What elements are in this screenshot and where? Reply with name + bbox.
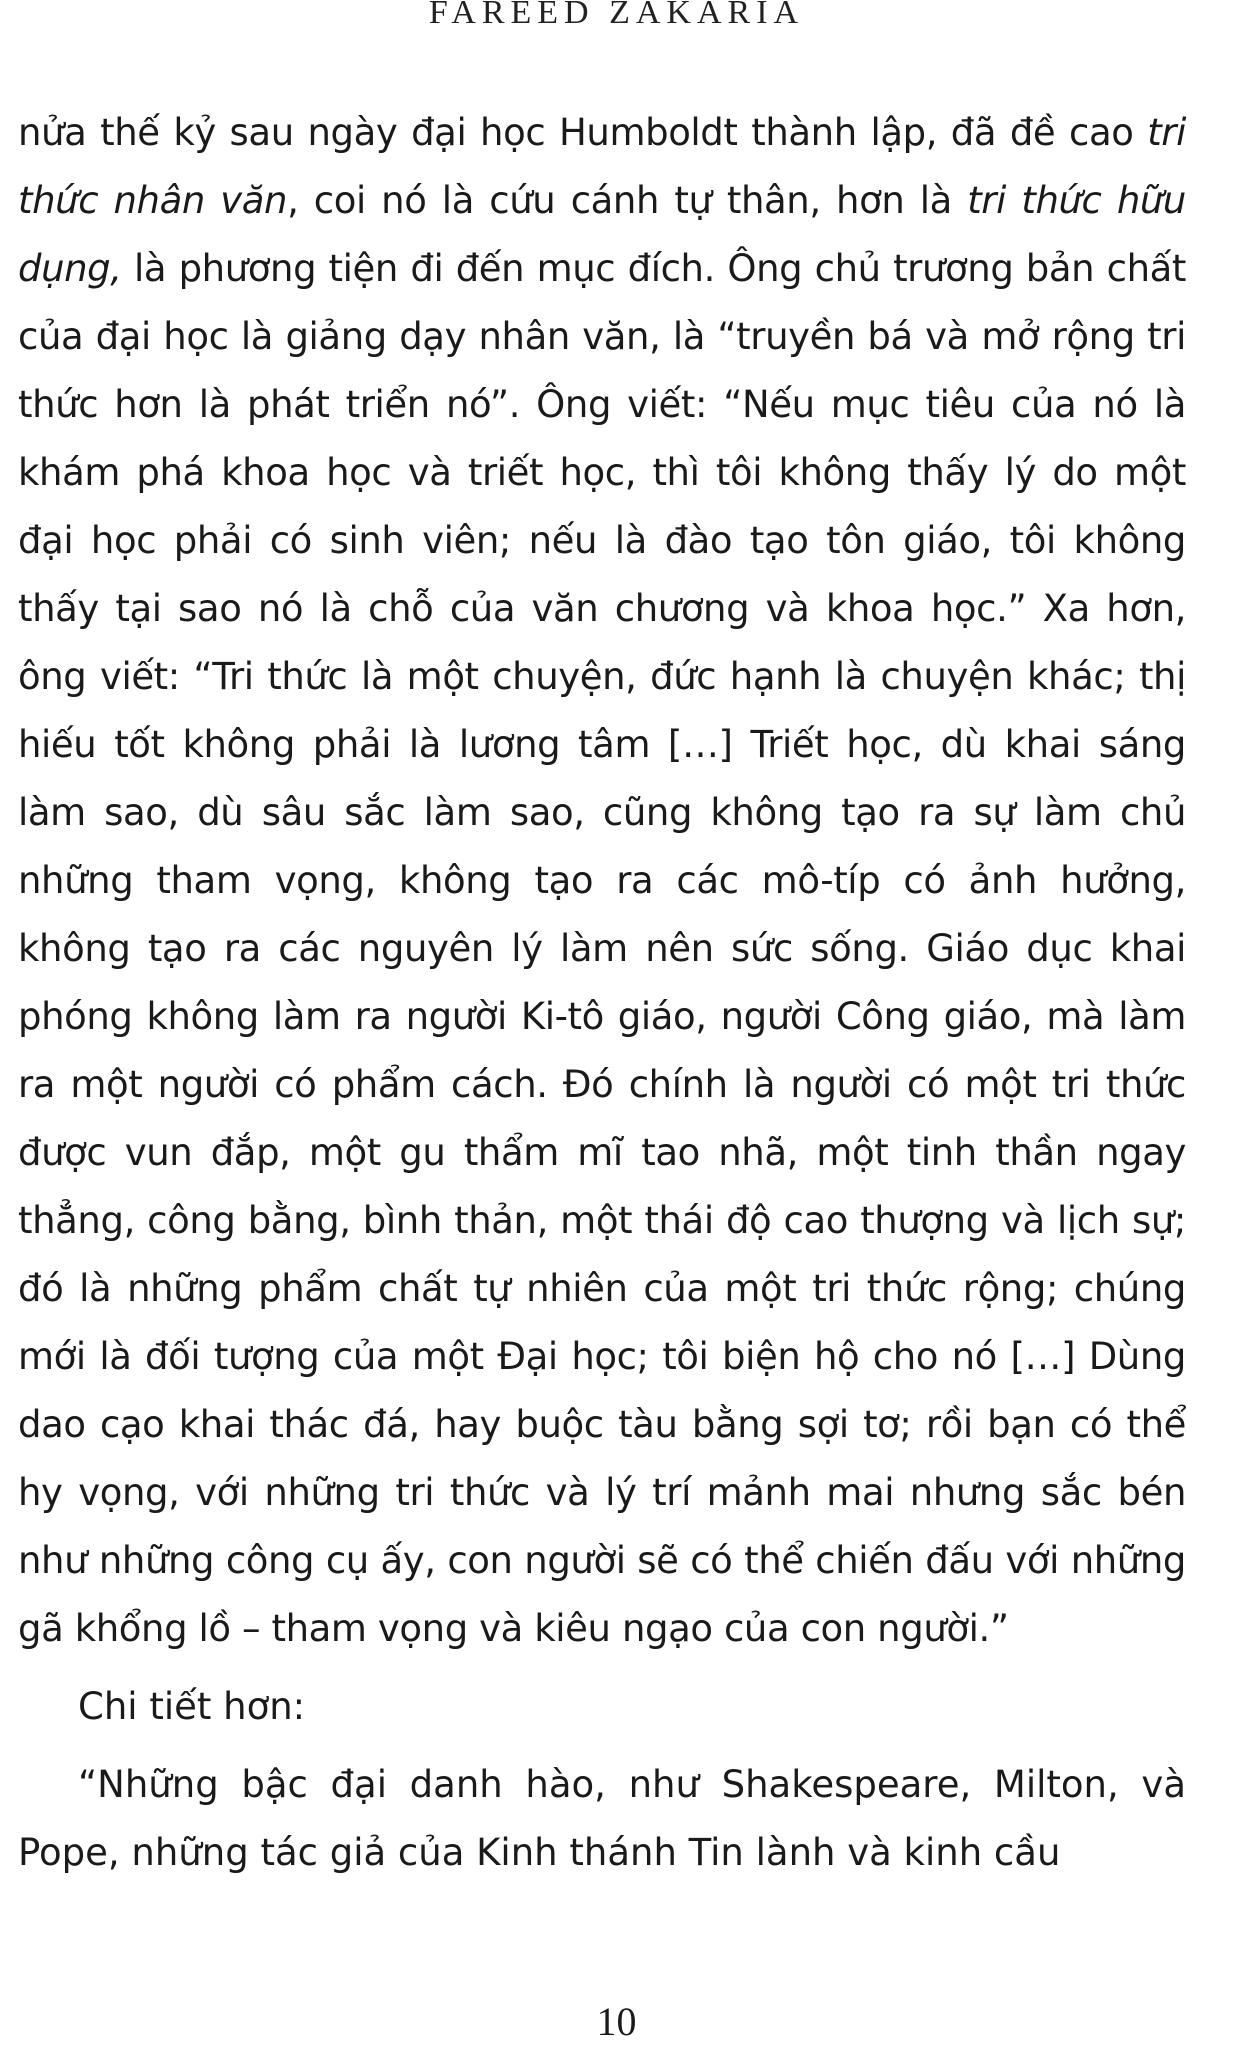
italic-term-humanistic-knowledge: tri thức nhân văn [18, 111, 1186, 222]
paragraph-1-text-c: là phương tiện đi đến mục đích. Ông chủ trương bản chất của đại học là giảng dạy nhân văn, là “truyền bá và mở rộng tri thức hơn là phát triển nó”. Ông viết: “Nếu mục tiêu của nó là khám phá khoa học và triết học, thì tôi không thấy lý do một đại học phải có sinh viên; nếu là đào tạo tôn giáo, tôi không thấy tại sao nó là chỗ của văn chương và khoa học.” Xa hơn, ông viết: “Tri thức là một chuyện, đức hạnh là chuyện khác; thị hiếu tốt không phải là lương tâm […] Triết học, dù khai sáng làm sao, dù sâu sắc làm sao, cũng không tạo ra sự làm chủ những tham vọng, không tạo ra các mô-típ có ảnh hưởng, không tạo ra các nguyên lý làm nên sức sống. Giáo dục khai phóng không làm ra người Ki-tô giáo, người Công giáo, mà làm ra một người có phẩm cách. Đó chính là người có một tri thức được vun đắp, một gu thẩm mĩ tao nhã, một tinh thần ngay thẳng, công bằng, bình thản, một thái độ cao thượng và lịch sự; đó là những phẩm chất tự nhiên của một tri thức rộng; chúng mới là đối tượng của một Đại học; tôi biện hộ cho nó […] Dùng dao cạo khai thác đá, hay buộc tàu bằng sợi tơ; rồi bạn có thể hy vọng, với những tri thức và lý trí mảnh mai nhưng sắc bén như những công cụ ấy, con người sẽ có thể chiến đấu với những gã khổng lồ – tham vọng và kiêu ngạo của con người.” [18, 247, 1186, 1650]
paragraph-1 [18, 99, 1186, 1663]
body-text [18, 99, 1186, 1887]
running-head-author: FAREED ZAKARIA [428, 0, 805, 31]
paragraph-1-text-a: nửa thế kỷ sau ngày đại học Humboldt thành lập, đã đề cao [18, 111, 1148, 154]
paragraph-2: Chi tiết hơn: [78, 1685, 306, 1728]
paragraph-1-text-b: , coi nó là cứu cánh tự thân, hơn là [287, 179, 968, 222]
italic-term-useful-knowledge: tri thức hữu dụng, [18, 179, 1186, 290]
paragraph-3: “Những bậc đại danh hào, như Shakespeare, Milton, và Pope, những tác giả của Kinh thánh Tin lành và kinh cầu [18, 1763, 1186, 1874]
page-number: 10 [596, 1999, 637, 2044]
